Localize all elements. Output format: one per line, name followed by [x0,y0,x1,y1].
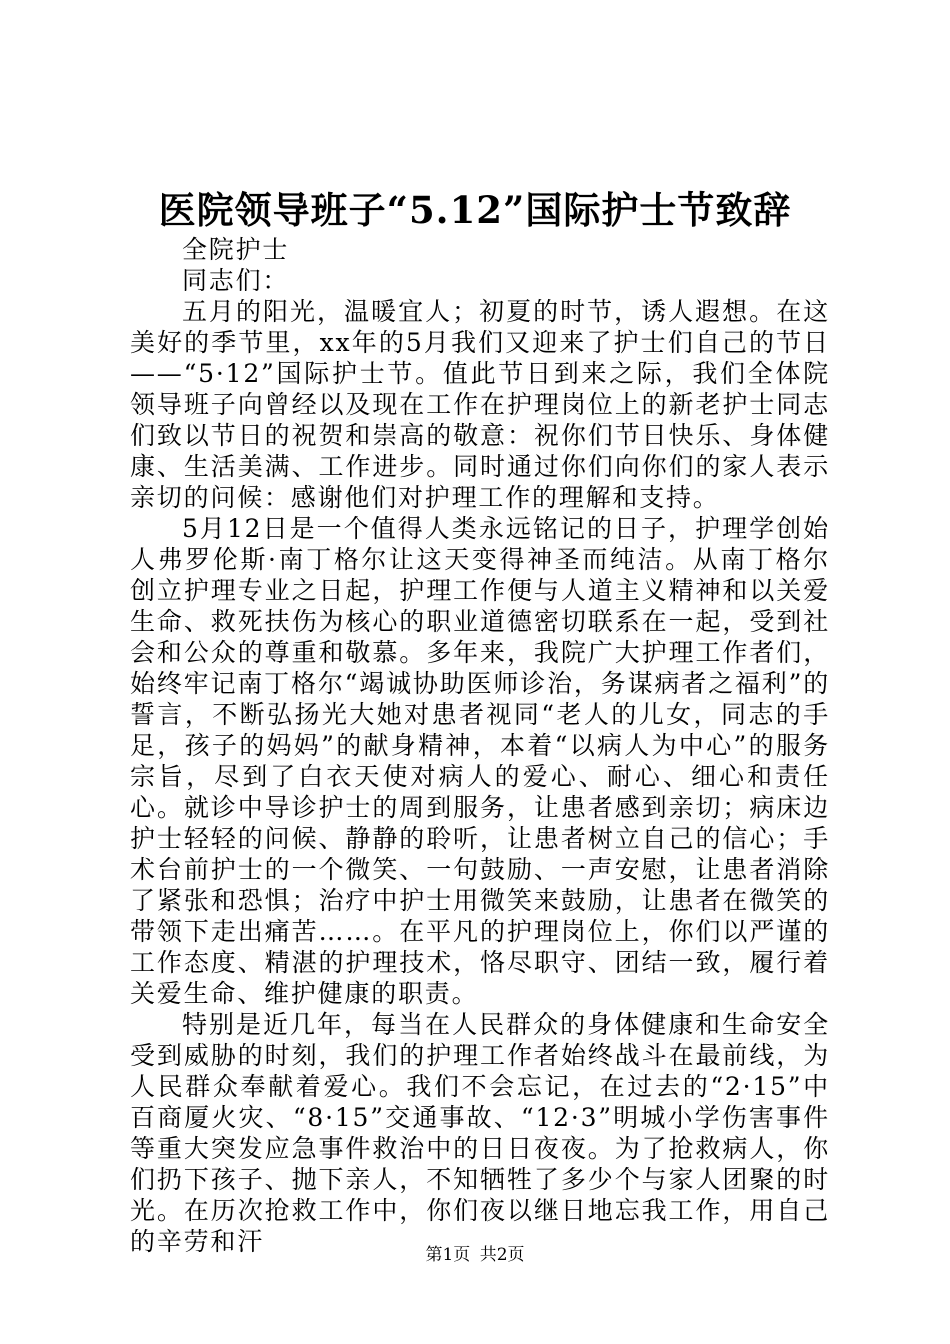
paragraph-2: 5月12日是一个值得人类永远铭记的日子，护理学创始人弗罗伦斯·南丁格尔让这天变得神圣而纯洁。从南丁格尔创立护理专业之日起，护理工作便与人道主义精神和以关爱生命、救死扶伤为核心的职业道德密切联系在一起，受到社会和公众的尊重和敬慕。多年来，我院广大护理工作者们，始终牢记南丁格尔“竭诚协助医师诊治，务谋病者之福利”的誓言，不断弘扬光大她对患者视同“老人的儿女，同志的手足，孩子的妈妈”的献身精神，本着“以病人为中心”的服务宗旨，尽到了白衣天使对病人的爱心、耐心、细心和责任心。就诊中导诊护士的周到服务，让患者感到亲切；病床边护士轻轻的问候、静静的聆听，让患者树立自己的信心；手术台前护士的一个微笑、一句鼓励、一声安慰，让患者消除了紧张和恐惧；治疗中护士用微笑来鼓励，让患者在微笑的带领下走出痛苦……。在平凡的护理岗位上，你们以严谨的工作态度、精湛的护理技术，恪尽职守、团结一致，履行着关爱生命、维护健康的职责。 [130,514,830,1008]
page-number: 第1页 [425,1245,471,1265]
page-total: 共2页 [479,1245,525,1265]
page-footer [0,1240,950,1265]
document-body [130,234,830,1257]
paragraph-1: 五月的阳光，温暖宜人；初夏的时节，诱人遐想。在这美好的季节里，xx年的5月我们又迎来了护士们自己的节日——“5·12”国际护士节。值此节日到来之际，我们全体院领导班子向曾经以及现在工作在护理岗位上的新老护士同志们致以节日的祝贺和崇高的敬意：祝你们节日快乐、身体健康、生活美满、工作进步。同时通过你们向你们的家人表示亲切的问候：感谢他们对护理工作的理解和支持。 [130,297,830,512]
salutation-line-1: 全院护士 [182,235,290,264]
paragraph-3: 特别是近几年，每当在人民群众的身体健康和生命安全受到威胁的时刻，我们的护理工作者始终战斗在最前线，为人民群众奉献着爱心。我们不会忘记，在过去的“2·15”中百商厦火灾、“8·15”交通事故、“12·3”明城小学伤害事件等重大突发应急事件救治中的日日夜夜。为了抢救病人，你们扔下孩子、抛下亲人，不知牺牲了多少个与家人团聚的时光。在历次抢救工作中，你们夜以继日地忘我工作，用自己的辛劳和汗 [130,1010,830,1256]
salutation-line-2: 同志们： [182,266,290,295]
document-title: 医院领导班子“5.12”国际护士节致辞 [158,188,792,232]
